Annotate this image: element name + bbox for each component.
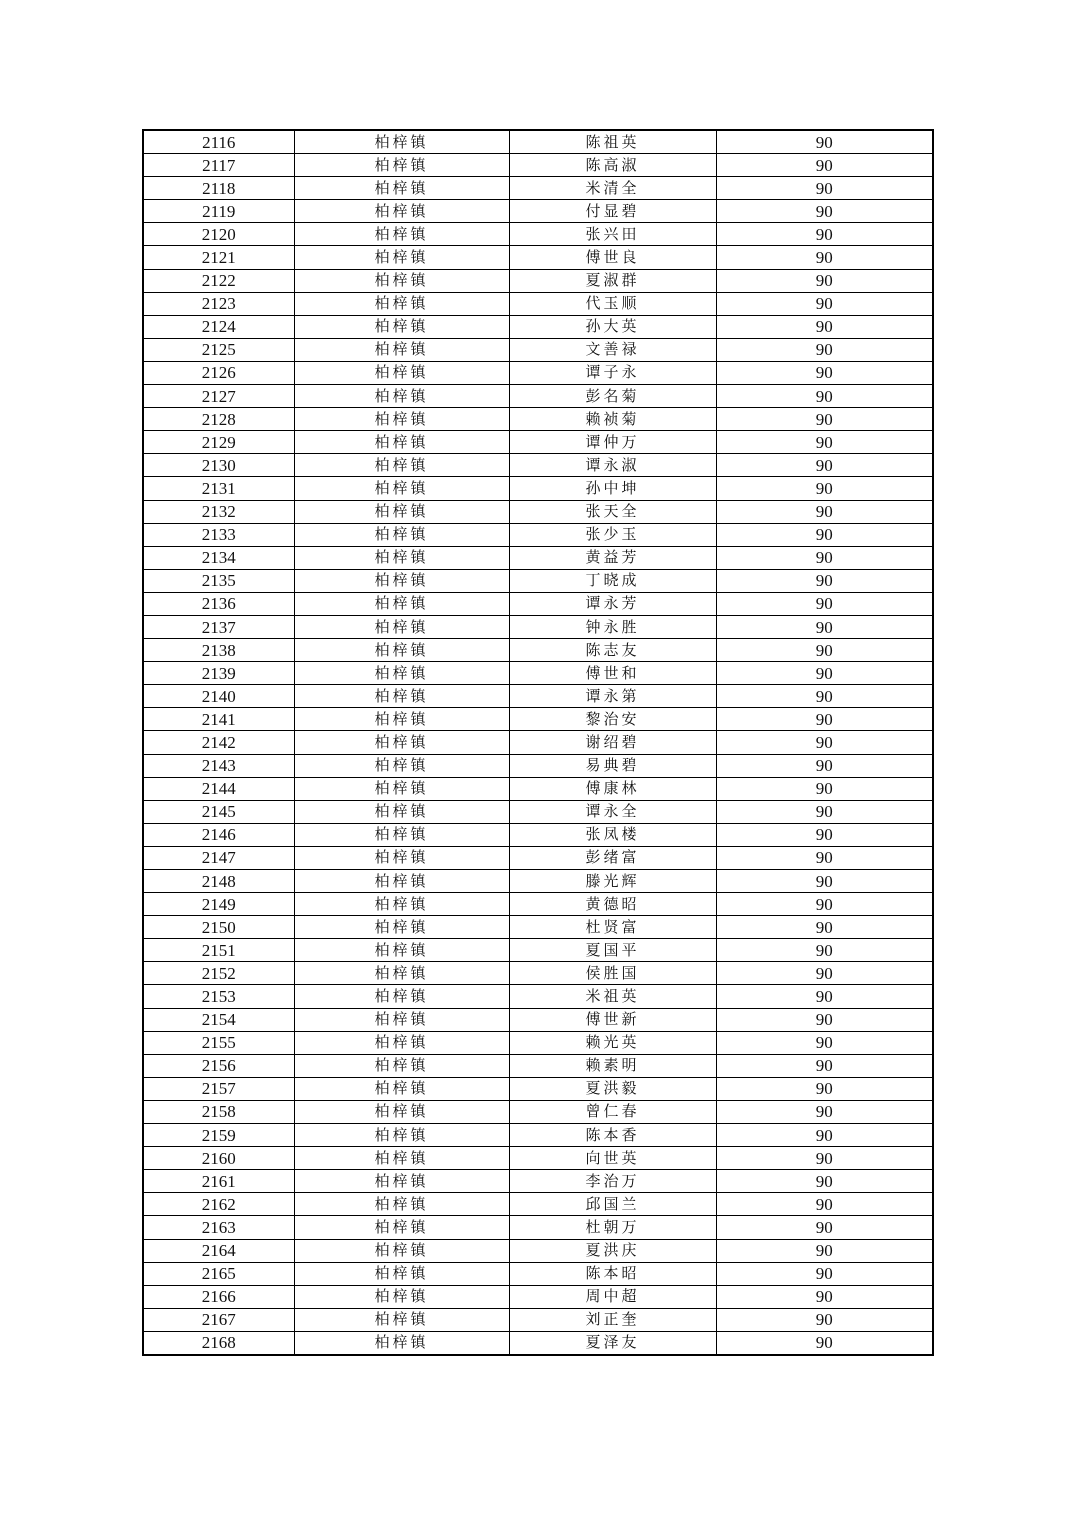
cell-name: 刘正奎: [509, 1308, 716, 1331]
cell-number: 2160: [143, 1147, 294, 1170]
cell-name: 谭永淑: [509, 454, 716, 477]
cell-town: 柏梓镇: [294, 1147, 509, 1170]
cell-number: 2156: [143, 1054, 294, 1077]
table-body: [143, 130, 933, 1355]
cell-amount: 90: [716, 246, 933, 269]
cell-number: 2125: [143, 338, 294, 361]
cell-name: 张天全: [509, 500, 716, 523]
table-row: [143, 639, 933, 662]
table-row: [143, 546, 933, 569]
table-row: [143, 130, 933, 154]
cell-name: 陈志友: [509, 639, 716, 662]
cell-town: 柏梓镇: [294, 315, 509, 338]
cell-name: 傅世和: [509, 662, 716, 685]
cell-number: 2134: [143, 546, 294, 569]
cell-amount: 90: [716, 338, 933, 361]
cell-town: 柏梓镇: [294, 615, 509, 638]
cell-name: 邱国兰: [509, 1193, 716, 1216]
table-row: [143, 870, 933, 893]
cell-name: 傅康林: [509, 777, 716, 800]
cell-number: 2146: [143, 823, 294, 846]
cell-name: 张兴田: [509, 223, 716, 246]
cell-number: 2147: [143, 846, 294, 869]
cell-number: 2140: [143, 685, 294, 708]
cell-town: 柏梓镇: [294, 1331, 509, 1355]
cell-name: 杜贤富: [509, 916, 716, 939]
cell-town: 柏梓镇: [294, 685, 509, 708]
cell-number: 2168: [143, 1331, 294, 1355]
table-row: [143, 523, 933, 546]
cell-name: 孙中坤: [509, 477, 716, 500]
cell-number: 2150: [143, 916, 294, 939]
cell-town: 柏梓镇: [294, 939, 509, 962]
cell-number: 2143: [143, 754, 294, 777]
cell-number: 2163: [143, 1216, 294, 1239]
cell-town: 柏梓镇: [294, 1239, 509, 1262]
cell-town: 柏梓镇: [294, 1193, 509, 1216]
cell-name: 谭子永: [509, 361, 716, 384]
cell-town: 柏梓镇: [294, 177, 509, 200]
table-row: [143, 615, 933, 638]
cell-name: 米祖英: [509, 985, 716, 1008]
cell-number: 2141: [143, 708, 294, 731]
cell-name: 夏泽友: [509, 1331, 716, 1355]
cell-number: 2128: [143, 408, 294, 431]
cell-amount: 90: [716, 1100, 933, 1123]
cell-town: 柏梓镇: [294, 130, 509, 154]
cell-amount: 90: [716, 500, 933, 523]
cell-number: 2136: [143, 592, 294, 615]
cell-number: 2124: [143, 315, 294, 338]
cell-town: 柏梓镇: [294, 731, 509, 754]
cell-amount: 90: [716, 777, 933, 800]
cell-amount: 90: [716, 1262, 933, 1285]
cell-amount: 90: [716, 708, 933, 731]
cell-name: 夏淑群: [509, 269, 716, 292]
cell-number: 2165: [143, 1262, 294, 1285]
cell-amount: 90: [716, 893, 933, 916]
cell-name: 米清全: [509, 177, 716, 200]
cell-number: 2161: [143, 1170, 294, 1193]
cell-name: 陈祖英: [509, 130, 716, 154]
cell-town: 柏梓镇: [294, 662, 509, 685]
cell-town: 柏梓镇: [294, 1008, 509, 1031]
cell-amount: 90: [716, 962, 933, 985]
table-row: [143, 500, 933, 523]
cell-amount: 90: [716, 477, 933, 500]
cell-name: 易典碧: [509, 754, 716, 777]
cell-town: 柏梓镇: [294, 1262, 509, 1285]
cell-amount: 90: [716, 1054, 933, 1077]
cell-amount: 90: [716, 1308, 933, 1331]
cell-amount: 90: [716, 662, 933, 685]
cell-number: 2167: [143, 1308, 294, 1331]
cell-amount: 90: [716, 523, 933, 546]
table-row: [143, 200, 933, 223]
cell-number: 2155: [143, 1031, 294, 1054]
cell-amount: 90: [716, 177, 933, 200]
table-row: [143, 1124, 933, 1147]
cell-amount: 90: [716, 1008, 933, 1031]
cell-number: 2142: [143, 731, 294, 754]
cell-town: 柏梓镇: [294, 385, 509, 408]
cell-number: 2137: [143, 615, 294, 638]
cell-number: 2154: [143, 1008, 294, 1031]
table-row: [143, 800, 933, 823]
cell-number: 2148: [143, 870, 294, 893]
cell-name: 孙大英: [509, 315, 716, 338]
table-row: [143, 823, 933, 846]
cell-name: 黎治安: [509, 708, 716, 731]
cell-number: 2164: [143, 1239, 294, 1262]
cell-number: 2139: [143, 662, 294, 685]
cell-number: 2152: [143, 962, 294, 985]
cell-name: 傅世良: [509, 246, 716, 269]
table-row: [143, 154, 933, 177]
cell-name: 钟永胜: [509, 615, 716, 638]
cell-town: 柏梓镇: [294, 246, 509, 269]
cell-amount: 90: [716, 1077, 933, 1100]
table-row: [143, 893, 933, 916]
cell-name: 赖素明: [509, 1054, 716, 1077]
cell-name: 张凤楼: [509, 823, 716, 846]
table-row: [143, 1147, 933, 1170]
cell-amount: 90: [716, 985, 933, 1008]
cell-name: 周中超: [509, 1285, 716, 1308]
cell-amount: 90: [716, 916, 933, 939]
cell-name: 陈本香: [509, 1124, 716, 1147]
table-row: [143, 846, 933, 869]
cell-amount: 90: [716, 292, 933, 315]
cell-amount: 90: [716, 154, 933, 177]
cell-number: 2162: [143, 1193, 294, 1216]
cell-amount: 90: [716, 546, 933, 569]
cell-amount: 90: [716, 569, 933, 592]
cell-amount: 90: [716, 1239, 933, 1262]
table-row: [143, 731, 933, 754]
cell-town: 柏梓镇: [294, 1124, 509, 1147]
cell-town: 柏梓镇: [294, 916, 509, 939]
cell-amount: 90: [716, 592, 933, 615]
table-row: [143, 408, 933, 431]
table-row: [143, 754, 933, 777]
cell-town: 柏梓镇: [294, 962, 509, 985]
cell-town: 柏梓镇: [294, 1170, 509, 1193]
cell-name: 夏洪庆: [509, 1239, 716, 1262]
cell-name: 滕光辉: [509, 870, 716, 893]
cell-town: 柏梓镇: [294, 546, 509, 569]
table-row: [143, 569, 933, 592]
cell-name: 向世英: [509, 1147, 716, 1170]
cell-amount: 90: [716, 870, 933, 893]
table-row: [143, 708, 933, 731]
cell-amount: 90: [716, 731, 933, 754]
cell-number: 2153: [143, 985, 294, 1008]
cell-town: 柏梓镇: [294, 870, 509, 893]
cell-town: 柏梓镇: [294, 1100, 509, 1123]
table-row: [143, 315, 933, 338]
table-row: [143, 1193, 933, 1216]
cell-town: 柏梓镇: [294, 200, 509, 223]
cell-amount: 90: [716, 939, 933, 962]
cell-name: 曾仁春: [509, 1100, 716, 1123]
cell-name: 谢绍碧: [509, 731, 716, 754]
table-row: [143, 454, 933, 477]
cell-name: 张少玉: [509, 523, 716, 546]
table-row: [143, 1077, 933, 1100]
cell-name: 夏国平: [509, 939, 716, 962]
cell-amount: 90: [716, 754, 933, 777]
cell-name: 陈本昭: [509, 1262, 716, 1285]
table-row: [143, 292, 933, 315]
cell-name: 杜朝万: [509, 1216, 716, 1239]
table-row: [143, 477, 933, 500]
table-row: [143, 1262, 933, 1285]
cell-name: 丁晓成: [509, 569, 716, 592]
cell-number: 2129: [143, 431, 294, 454]
cell-amount: 90: [716, 1124, 933, 1147]
cell-number: 2131: [143, 477, 294, 500]
table-row: [143, 223, 933, 246]
cell-number: 2166: [143, 1285, 294, 1308]
cell-number: 2119: [143, 200, 294, 223]
cell-name: 彭名菊: [509, 385, 716, 408]
cell-name: 侯胜国: [509, 962, 716, 985]
cell-town: 柏梓镇: [294, 477, 509, 500]
cell-name: 付显碧: [509, 200, 716, 223]
table-row: [143, 777, 933, 800]
cell-number: 2157: [143, 1077, 294, 1100]
cell-town: 柏梓镇: [294, 1031, 509, 1054]
cell-amount: 90: [716, 454, 933, 477]
cell-town: 柏梓镇: [294, 1216, 509, 1239]
cell-amount: 90: [716, 315, 933, 338]
cell-town: 柏梓镇: [294, 569, 509, 592]
cell-amount: 90: [716, 1147, 933, 1170]
cell-amount: 90: [716, 846, 933, 869]
cell-amount: 90: [716, 639, 933, 662]
table-row: [143, 338, 933, 361]
table-row: [143, 1031, 933, 1054]
cell-amount: 90: [716, 408, 933, 431]
cell-town: 柏梓镇: [294, 639, 509, 662]
cell-name: 代玉顺: [509, 292, 716, 315]
cell-number: 2121: [143, 246, 294, 269]
cell-town: 柏梓镇: [294, 846, 509, 869]
cell-name: 赖祯菊: [509, 408, 716, 431]
cell-number: 2122: [143, 269, 294, 292]
cell-name: 谭永全: [509, 800, 716, 823]
table-row: [143, 662, 933, 685]
cell-town: 柏梓镇: [294, 800, 509, 823]
cell-number: 2127: [143, 385, 294, 408]
cell-number: 2126: [143, 361, 294, 384]
cell-number: 2116: [143, 130, 294, 154]
cell-amount: 90: [716, 685, 933, 708]
table-row: [143, 1239, 933, 1262]
cell-amount: 90: [716, 1331, 933, 1355]
cell-number: 2120: [143, 223, 294, 246]
cell-name: 夏洪毅: [509, 1077, 716, 1100]
cell-town: 柏梓镇: [294, 592, 509, 615]
table-row: [143, 939, 933, 962]
table-row: [143, 916, 933, 939]
cell-amount: 90: [716, 431, 933, 454]
table-row: [143, 1331, 933, 1355]
cell-town: 柏梓镇: [294, 500, 509, 523]
cell-number: 2159: [143, 1124, 294, 1147]
cell-number: 2149: [143, 893, 294, 916]
cell-amount: 90: [716, 1216, 933, 1239]
table-row: [143, 431, 933, 454]
cell-number: 2138: [143, 639, 294, 662]
table-row: [143, 1008, 933, 1031]
table-row: [143, 1216, 933, 1239]
cell-amount: 90: [716, 800, 933, 823]
table-row: [143, 685, 933, 708]
table-row: [143, 361, 933, 384]
cell-town: 柏梓镇: [294, 1308, 509, 1331]
table-row: [143, 246, 933, 269]
cell-number: 2133: [143, 523, 294, 546]
cell-town: 柏梓镇: [294, 754, 509, 777]
cell-amount: 90: [716, 1170, 933, 1193]
cell-amount: 90: [716, 361, 933, 384]
cell-amount: 90: [716, 1285, 933, 1308]
cell-amount: 90: [716, 223, 933, 246]
cell-number: 2151: [143, 939, 294, 962]
cell-name: 赖光英: [509, 1031, 716, 1054]
cell-name: 陈高淑: [509, 154, 716, 177]
table-row: [143, 592, 933, 615]
cell-town: 柏梓镇: [294, 223, 509, 246]
table-row: [143, 1308, 933, 1331]
cell-name: 彭绪富: [509, 846, 716, 869]
cell-town: 柏梓镇: [294, 1285, 509, 1308]
cell-number: 2117: [143, 154, 294, 177]
cell-amount: 90: [716, 823, 933, 846]
cell-town: 柏梓镇: [294, 269, 509, 292]
cell-town: 柏梓镇: [294, 408, 509, 431]
cell-town: 柏梓镇: [294, 338, 509, 361]
cell-name: 傅世新: [509, 1008, 716, 1031]
cell-town: 柏梓镇: [294, 823, 509, 846]
cell-amount: 90: [716, 1193, 933, 1216]
table-row: [143, 1170, 933, 1193]
cell-number: 2144: [143, 777, 294, 800]
cell-name: 谭永芳: [509, 592, 716, 615]
table-row: [143, 269, 933, 292]
cell-town: 柏梓镇: [294, 777, 509, 800]
cell-amount: 90: [716, 385, 933, 408]
cell-name: 谭仲万: [509, 431, 716, 454]
cell-number: 2158: [143, 1100, 294, 1123]
cell-amount: 90: [716, 200, 933, 223]
cell-town: 柏梓镇: [294, 893, 509, 916]
table-row: [143, 962, 933, 985]
cell-town: 柏梓镇: [294, 708, 509, 731]
cell-number: 2145: [143, 800, 294, 823]
cell-town: 柏梓镇: [294, 154, 509, 177]
table-row: [143, 177, 933, 200]
cell-amount: 90: [716, 1031, 933, 1054]
cell-name: 黄德昭: [509, 893, 716, 916]
cell-number: 2132: [143, 500, 294, 523]
table-row: [143, 985, 933, 1008]
cell-town: 柏梓镇: [294, 431, 509, 454]
cell-number: 2118: [143, 177, 294, 200]
data-table: [142, 129, 934, 1356]
table-row: [143, 1100, 933, 1123]
cell-number: 2135: [143, 569, 294, 592]
table-row: [143, 1285, 933, 1308]
cell-number: 2123: [143, 292, 294, 315]
cell-amount: 90: [716, 269, 933, 292]
cell-town: 柏梓镇: [294, 985, 509, 1008]
cell-name: 文善禄: [509, 338, 716, 361]
cell-name: 李治万: [509, 1170, 716, 1193]
cell-amount: 90: [716, 615, 933, 638]
cell-town: 柏梓镇: [294, 523, 509, 546]
cell-amount: 90: [716, 130, 933, 154]
cell-town: 柏梓镇: [294, 1054, 509, 1077]
table-row: [143, 1054, 933, 1077]
table-row: [143, 385, 933, 408]
cell-town: 柏梓镇: [294, 361, 509, 384]
cell-town: 柏梓镇: [294, 454, 509, 477]
cell-name: 黄益芳: [509, 546, 716, 569]
cell-town: 柏梓镇: [294, 1077, 509, 1100]
cell-name: 谭永第: [509, 685, 716, 708]
cell-number: 2130: [143, 454, 294, 477]
cell-town: 柏梓镇: [294, 292, 509, 315]
